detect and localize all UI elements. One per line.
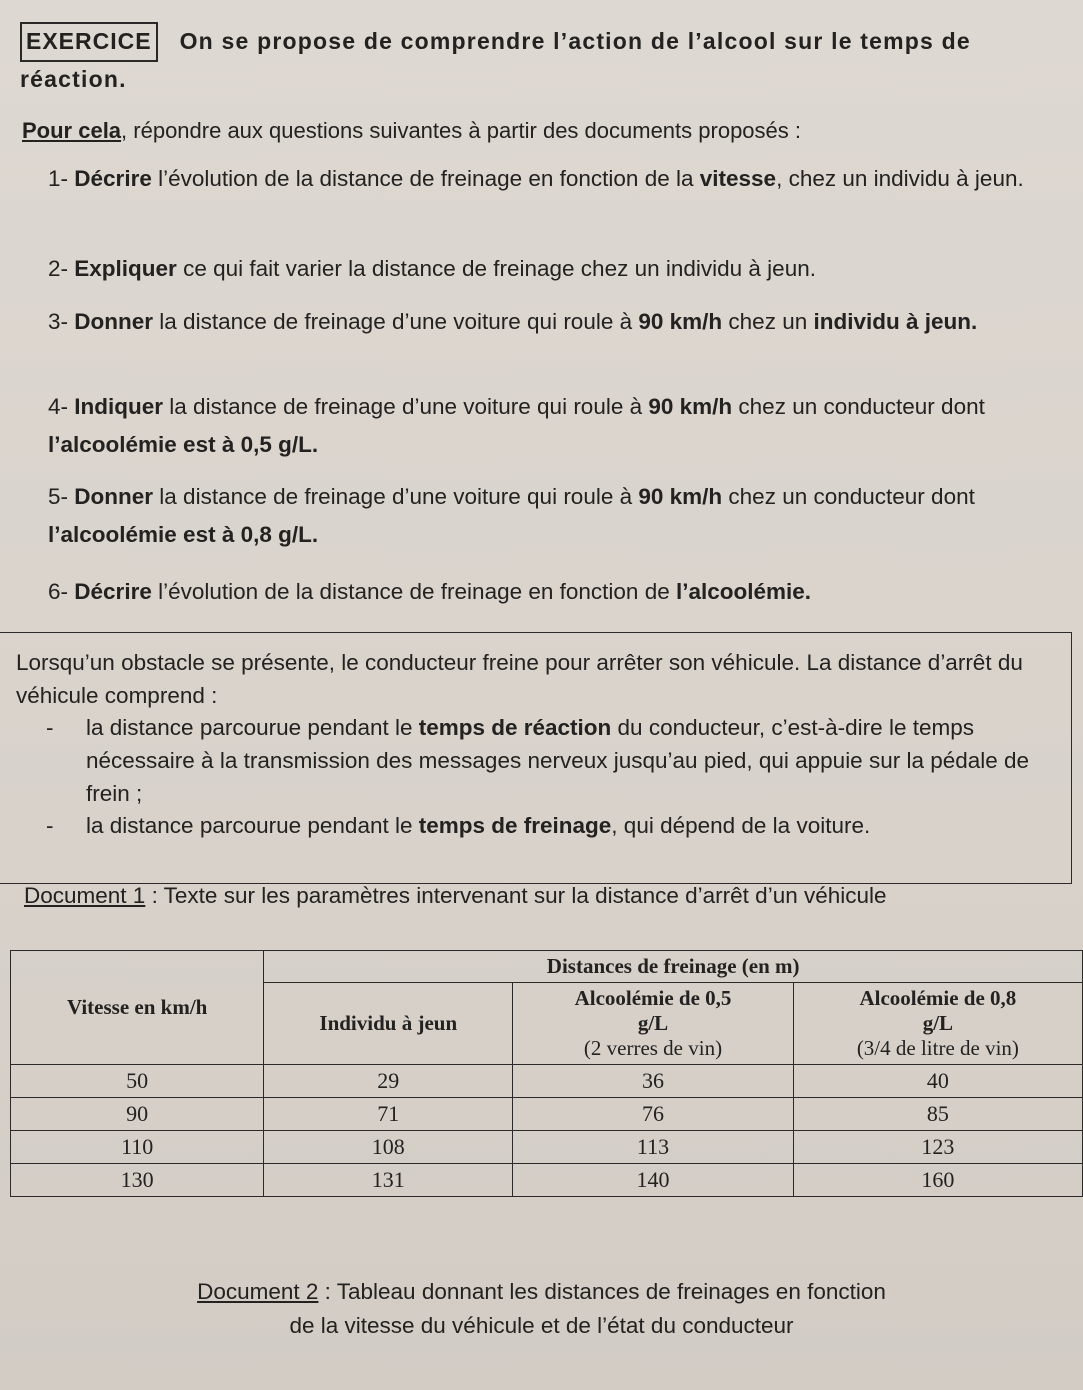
table-row: 110 108 113 123 bbox=[11, 1131, 1083, 1164]
table-row: 130 131 140 160 bbox=[11, 1164, 1083, 1197]
col-header-sober: Individu à jeun bbox=[264, 983, 513, 1065]
question-5: 5- Donner la distance de freinage d’une voiture qui roule à 90 km/h chez un conducteur dont l’alcoolémie est à 0,8 g/L. bbox=[48, 484, 975, 548]
exercise-tag: EXERCICE bbox=[20, 22, 158, 62]
document-1-list bbox=[16, 712, 1057, 843]
document-1-paragraph: Lorsqu’un obstacle se présente, le conducteur freine pour arrêter son véhicule. La distance d’arrêt du véhicule comprend : bbox=[16, 650, 1023, 708]
question-3: 3- Donner la distance de freinage d’une voiture qui roule à 90 km/h chez un individu à jeun. bbox=[48, 309, 978, 334]
question-6: 6- Décrire l’évolution de la distance de freinage en fonction de l’alcoolémie. bbox=[48, 579, 812, 604]
table-row: 90 71 76 85 bbox=[11, 1098, 1083, 1131]
exercise-header bbox=[20, 22, 1020, 97]
col-header-speed: Vitesse en km/h bbox=[11, 951, 264, 1065]
instructions bbox=[22, 118, 1022, 144]
col-header-alcohol-05: Alcoolémie de 0,5 g/L (2 verres de vin) bbox=[513, 983, 794, 1065]
document-1-caption: Document 1 : Texte sur les paramètres intervenant sur la distance d’arrêt d’un véhicule bbox=[24, 883, 887, 908]
question-2: 2- Expliquer ce qui fait varier la distance de freinage chez un individu à jeun. bbox=[48, 256, 816, 281]
col-header-alcohol-08: Alcoolémie de 0,8 g/L (3/4 de litre de vin) bbox=[793, 983, 1082, 1065]
question-4: 4- Indiquer la distance de freinage d’une voiture qui roule à 90 km/h chez un conducteur dont l’alcoolémie est à 0,5 g/L. bbox=[48, 394, 985, 458]
table-row: 50 29 36 40 bbox=[11, 1065, 1083, 1098]
document-2-caption: Document 2 : Tableau donnant les distances de freinages en fonction de la vitesse du véhicule et de l’état du conducteur bbox=[197, 1279, 886, 1338]
exercise-title: On se propose de comprendre l’action de l’alcool sur le temps de réaction. bbox=[20, 28, 971, 92]
document-1-item: - la distance parcourue pendant le temps de réaction du conducteur, c’est-à-dire le temps nécessaire à la transmission des messages nerveux jusqu’au pied, qui appuie sur la pédale de frein ; bbox=[86, 712, 1057, 810]
document-1-item: - la distance parcourue pendant le temps de freinage, qui dépend de la voiture. bbox=[86, 810, 1057, 843]
document-1-box bbox=[0, 632, 1072, 884]
instructions-lead: Pour cela bbox=[22, 118, 122, 143]
instructions-rest: , répondre aux questions suivantes à partir des documents proposés : bbox=[121, 118, 801, 143]
braking-distance-table bbox=[10, 950, 1083, 1197]
col-header-distances: Distances de freinage (en m) bbox=[264, 951, 1083, 983]
question-1: 1- Décrire l’évolution de la distance de freinage en fonction de la vitesse, chez un individu à jeun. bbox=[48, 166, 1024, 191]
